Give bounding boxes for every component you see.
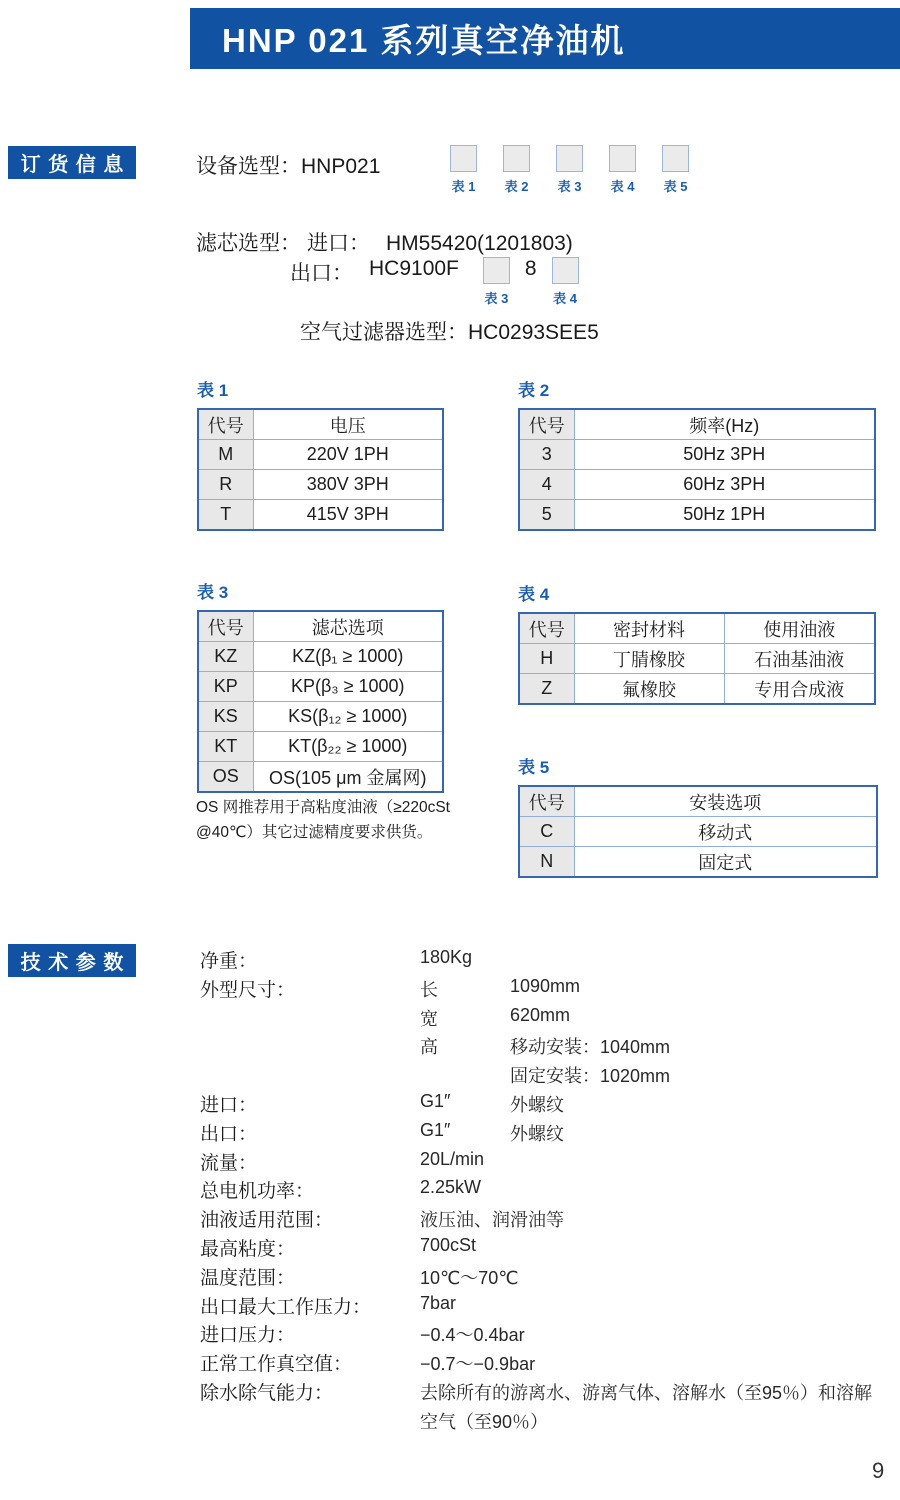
table-ref-1 [450,145,477,195]
spec-value-2: 1090mm [510,975,581,996]
spec-value: 宽 [420,1008,438,1029]
cell-value: 移动式 [574,817,877,847]
cell-code: KS [198,702,253,732]
spec-row-height-fixed [200,1061,900,1090]
spec-row-max-outlet-pressure [200,1292,900,1321]
spec-value: 液压油、润滑油等 [420,1210,564,1231]
page-number: 9 [872,1458,885,1483]
table3-row [198,732,443,762]
cell-code: H [519,644,574,674]
spec-row-flow [200,1148,900,1177]
selection-box-5 [662,145,689,172]
table1-header-row [198,409,443,440]
table5-row [519,847,877,878]
table3-note-line1: OS 网推荐用于高粘度油液（≥220cSt [196,799,450,816]
cell-code: N [519,847,574,878]
outlet-table-ref-label-3: 表 3 [484,291,509,306]
table3-row [198,702,443,732]
cell-value: 专用合成液 [724,674,875,705]
spec-row-dimensions [200,975,900,1004]
filter-inlet-line [196,227,573,257]
spec-row-temp-range [200,1263,900,1292]
spec-value: 长 [420,979,438,1000]
table1 [197,408,444,531]
selection-box-1 [450,145,477,172]
cell-value: 415V 3PH [253,500,443,531]
device-table-refs [450,145,689,195]
table2-title: 表 2 [518,381,550,400]
table2-row [519,470,875,500]
spec-row-inlet [200,1090,900,1119]
outlet-selection-box-1 [483,257,510,284]
spec-value: 7bar [420,1292,457,1313]
spec-row-width [200,1004,900,1033]
table2-row [519,440,875,470]
spec-row-height-mobile [200,1032,900,1061]
table1-header-value: 电压 [253,409,443,440]
section-tag-ordering-label: 订货信息 [20,154,131,176]
table-ref-4 [609,145,636,195]
selection-box-3 [556,145,583,172]
spec-label: 最高粘度： [200,1238,296,1260]
selection-box-2 [503,145,530,172]
table5 [518,785,878,878]
cell-code: M [198,440,253,470]
table5-header-code: 代号 [519,786,574,817]
cell-code: C [519,817,574,847]
filter-inlet-model: HM55420(1201803) [386,232,573,255]
cell-code: Z [519,674,574,705]
spec-row-vacuum [200,1349,900,1378]
spec-value: 700cSt [420,1234,477,1255]
spec-row-dewater-degas [200,1378,900,1407]
table2 [518,408,876,531]
spec-value: G1″ [420,1090,451,1111]
device-selection-label: 设备选型： [196,155,301,178]
table-ref-label-5: 表 5 [663,179,688,194]
table3 [197,610,444,793]
filter-outlet-model: HC9100F [369,257,459,280]
spec-label: 进口压力： [200,1325,296,1347]
table-ref-3 [556,145,583,195]
spec-label: 出口最大工作压力： [200,1296,372,1318]
spec-row-fluid-range [200,1205,900,1234]
table-ref-label-4: 表 4 [610,179,635,194]
filter-outlet-line [290,257,579,307]
outlet-selection-box-2 [552,257,579,284]
spec-value-2: 外螺纹 [510,1123,564,1144]
air-filter-label: 空气过滤器选型： [300,321,468,344]
table3-title: 表 3 [197,583,229,602]
table3-note-line2: @40℃）其它过滤精度要求供货。 [196,824,433,842]
table4-header-code: 代号 [519,613,574,644]
cell-value: 50Hz 3PH [574,440,875,470]
spec-row-motor-power [200,1176,900,1205]
spec-label: 流量： [200,1152,258,1174]
table4-block [518,580,876,705]
outlet-table-ref-label-4: 表 4 [553,291,577,306]
spec-value: 2.25kW [420,1177,482,1198]
spec-row-max-viscosity [200,1234,900,1263]
cell-code: T [198,500,253,531]
air-filter-line [300,316,599,346]
spec-value-2: 620mm [510,1004,571,1025]
selection-box-4 [609,145,636,172]
spec-value: 高 [420,1037,438,1058]
spec-row-net-weight [200,946,900,975]
spec-row-inlet-pressure [200,1320,900,1349]
table2-header-row [519,409,875,440]
table3-row [198,642,443,672]
table1-title: 表 1 [197,381,229,400]
cell-value: 220V 1PH [253,440,443,470]
cell-value: 丁腈橡胶 [574,644,724,674]
table3-header-code: 代号 [198,611,253,642]
filter-outlet-label: 出口： [290,262,353,285]
filter-outlet-fixed-code: 8 [524,257,537,280]
table4 [518,612,876,705]
spec-label: 除水除气能力： [200,1382,334,1404]
spec-label: 进口： [200,1094,258,1116]
spec-value: 10℃～70℃ [420,1267,519,1288]
table-ref-label-1: 表 1 [451,179,476,194]
table3-row [198,762,443,793]
spec-label: 净重： [200,951,258,972]
cell-code: 5 [519,500,574,531]
table-ref-label-2: 表 2 [504,179,529,194]
cell-code: 3 [519,440,574,470]
filter-selection-label: 滤芯选型： [196,232,301,255]
table1-header-code: 代号 [198,409,253,440]
cell-value: 固定式 [574,847,877,878]
specs-list [200,946,900,1436]
air-filter-model: HC0293SEE5 [468,321,599,344]
table2-block [518,376,876,531]
cell-value: 60Hz 3PH [574,470,875,500]
cell-value: KS(β₁₂ ≥ 1000) [253,702,443,732]
cell-value: KZ(β₁ ≥ 1000) [253,642,443,672]
table3-header-row [198,611,443,642]
table4-header-fluid: 使用油液 [724,613,875,644]
table4-row [519,674,875,705]
table-ref-2 [503,145,530,195]
cell-value: OS(105 μm 金属网) [253,762,443,793]
cell-value: 氟橡胶 [574,674,724,705]
cell-code: KT [198,732,253,762]
cell-code: OS [198,762,253,793]
table4-header-material: 密封材料 [574,613,724,644]
spec-row-dewater-degas-cont [200,1407,900,1436]
cell-code: R [198,470,253,500]
spec-label: 温度范围： [200,1267,296,1289]
spec-value: 空气（至90％） [420,1411,549,1432]
cell-code: 4 [519,470,574,500]
section-tag-specs [8,944,136,977]
spec-value: −0.4～0.4bar [420,1325,525,1346]
spec-value: 去除所有的游离水、游离气体、溶解水（至95％）和溶解 [420,1382,873,1403]
section-tag-ordering [8,146,136,179]
table4-title: 表 4 [518,585,550,604]
table3-header-value: 滤芯选项 [253,611,443,642]
table5-header-row [519,786,877,817]
table1-row [198,500,443,531]
table3-row [198,672,443,702]
device-model: HNP021 [301,155,381,178]
spec-value: −0.7～−0.9bar [420,1354,536,1375]
outlet-table-ref-3 [483,257,510,307]
spec-label: 油液适用范围： [200,1210,334,1232]
section-tag-specs-label: 技术参数 [20,952,131,974]
cell-value: 石油基油液 [724,644,875,674]
page-header-banner [190,8,900,69]
table1-block [197,376,444,531]
spec-label: 正常工作真空值： [200,1354,353,1376]
filter-inlet-label: 进口： [307,232,370,255]
spec-row-outlet [200,1119,900,1148]
table-ref-label-3: 表 3 [557,179,582,194]
outlet-table-ref-4 [552,257,579,307]
table4-header-row [519,613,875,644]
table5-row [519,817,877,847]
cell-value: KT(β₂₂ ≥ 1000) [253,732,443,762]
spec-value: G1″ [420,1119,451,1140]
table3-note [196,795,496,845]
table1-row [198,440,443,470]
table5-title: 表 5 [518,758,550,777]
table4-row [519,644,875,674]
device-selection-line [196,150,380,180]
cell-value: 50Hz 1PH [574,500,875,531]
cell-value: 380V 3PH [253,470,443,500]
spec-value: 180Kg [420,947,473,967]
spec-value-2: 外螺纹 [510,1094,564,1115]
table5-block [518,753,878,878]
spec-value: 20L/min [420,1148,485,1169]
spec-value-2: 固定安装：1020mm [510,1066,671,1087]
cell-code: KZ [198,642,253,672]
table2-header-value: 频率(Hz) [574,409,875,440]
table2-row [519,500,875,531]
page-title: HNP 021 系列真空净油机 [222,22,626,59]
cell-value: KP(β₃ ≥ 1000) [253,672,443,702]
cell-code: KP [198,672,253,702]
table2-header-code: 代号 [519,409,574,440]
table1-row [198,470,443,500]
spec-label: 外型尺寸： [200,979,296,1001]
table-ref-5 [662,145,689,195]
spec-label: 出口： [200,1123,258,1145]
table3-block [197,578,444,793]
spec-value-2: 移动安装：1040mm [510,1037,671,1058]
spec-label: 总电机功率： [200,1181,315,1203]
table5-header-value: 安装选项 [574,786,877,817]
